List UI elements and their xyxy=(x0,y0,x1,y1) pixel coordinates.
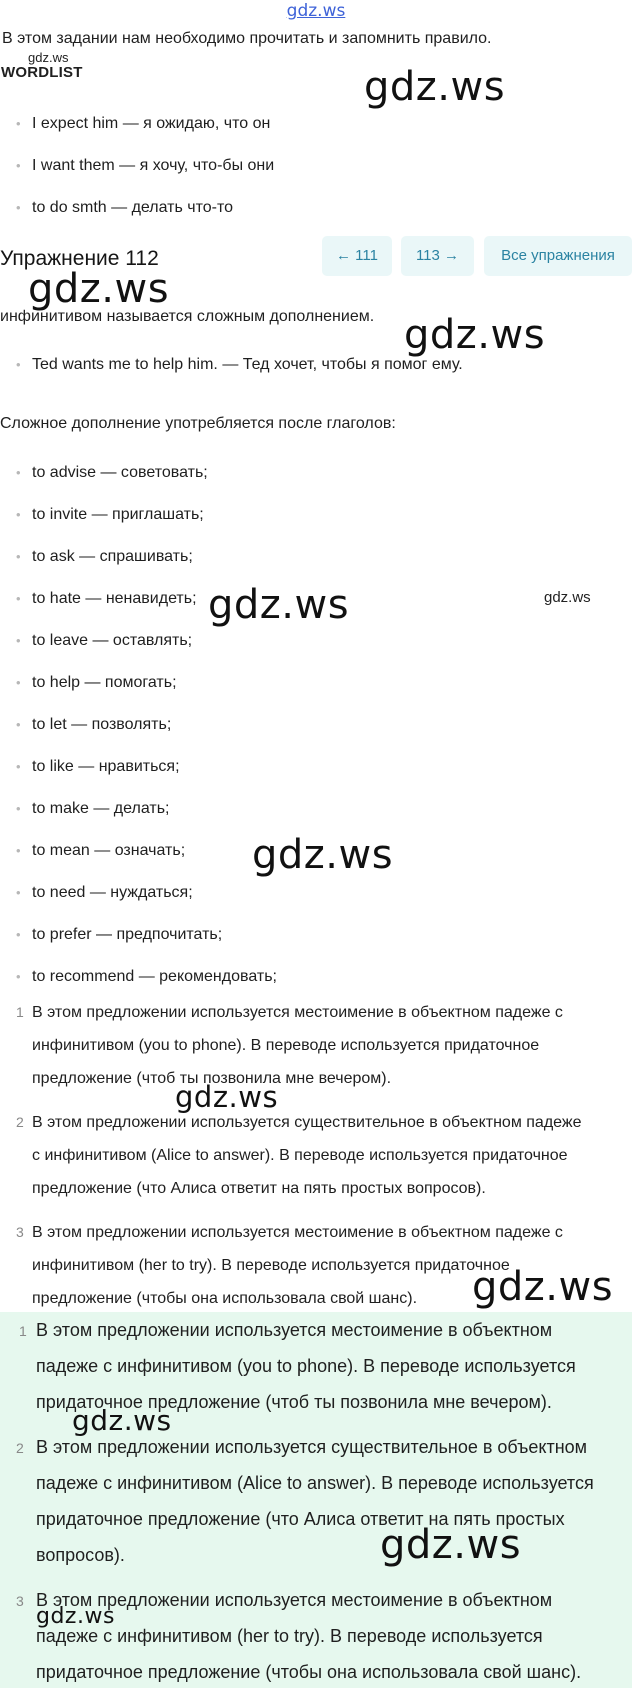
next-label: 113 xyxy=(415,247,440,264)
list-item: • to prefer — предпочитать; xyxy=(32,926,222,944)
answer-paragraph: В этом предложении используется местоимение в объектном падеже с инфинитивом (you to phone). В переводе используется придаточное предложение (чтоб ты позвонила мне вечером). xyxy=(36,1320,576,1412)
answer-number: 2 xyxy=(16,1440,24,1456)
list-item: • to mean — означать; xyxy=(32,842,185,860)
list-item: • to make — делать; xyxy=(32,800,170,818)
answer-number: 3 xyxy=(16,1224,24,1240)
all-exercises-label: Все упражнения xyxy=(501,247,615,264)
list-item: • to let — позволять; xyxy=(32,716,171,734)
watermark: gdz.ws xyxy=(404,312,546,358)
all-exercises-button[interactable] xyxy=(484,236,632,276)
answer-number: 2 xyxy=(16,1114,24,1130)
small-watermark: gdz.ws xyxy=(28,50,69,65)
arrow-right-icon: → xyxy=(444,247,460,264)
next-exercise-button[interactable] xyxy=(401,236,474,276)
watermark: gdz.ws xyxy=(28,266,170,312)
answer-number: 1 xyxy=(19,1323,27,1339)
list-item: • to like — нравиться; xyxy=(32,758,180,776)
list-item: • I expect him — я ожидаю, что он xyxy=(32,115,270,133)
prev-label: 111 xyxy=(355,247,378,264)
answer-paragraph: В этом предложении используется существительное в объектном падеже с инфинитивом (Alice to answer). В переводе используется придаточное предложение (что Алиса ответит на пять простых вопросов). xyxy=(32,1114,582,1197)
watermark: gdz.ws xyxy=(380,1522,522,1568)
small-watermark: gdz.ws xyxy=(544,589,591,606)
list-item: • to do smth — делать что-то xyxy=(32,199,233,217)
list-item: • to need — нуждаться; xyxy=(32,884,193,902)
list-item: • I want them — я хочу, что-бы они xyxy=(32,157,274,175)
verbs-intro: Сложное дополнение употребляется после глаголов: xyxy=(0,415,396,432)
list-item: • to hate — ненавидеть; xyxy=(32,590,197,608)
site-link[interactable]: gdz.ws xyxy=(286,1,346,21)
example-item: • Ted wants me to help him. — Тед хочет, чтобы я помог ему. xyxy=(32,356,463,374)
watermark: gdz.ws xyxy=(36,1604,115,1629)
intro-text: В этом задании нам необходимо прочитать и запомнить правило. xyxy=(2,30,492,47)
answer-paragraph: В этом предложении используется местоимение в объектном падеже с инфинитивом (her to try). В переводе используется придаточное предложение (чтобы она использовала свой шанс). xyxy=(36,1590,582,1682)
answer-number: 3 xyxy=(16,1593,24,1609)
list-item: • to ask — спрашивать; xyxy=(32,548,193,566)
answer-paragraph: В этом предложении используется местоимение в объектном падеже с инфинитивом (her to try). В переводе используется придаточное предложение (чтобы она использовала свой шанс). xyxy=(32,1224,563,1307)
prev-exercise-button[interactable] xyxy=(322,236,392,276)
watermark: gdz.ws xyxy=(175,1080,279,1114)
exercise-title: Упражнение 112 xyxy=(0,247,159,270)
arrow-left-icon: ← xyxy=(336,247,351,264)
answer-number: 1 xyxy=(16,1004,24,1020)
rule-text: инфинитивом называется сложным дополнением. xyxy=(0,308,375,325)
list-item: • to leave — оставлять; xyxy=(32,632,192,650)
watermark: gdz.ws xyxy=(364,64,506,110)
watermark: gdz.ws xyxy=(72,1404,172,1437)
watermark: gdz.ws xyxy=(252,832,394,878)
list-item: • to invite — приглашать; xyxy=(32,506,204,524)
answer-paragraph: В этом предложении используется существительное в объектном падеже с инфинитивом (Alice to answer). В переводе используется придаточное предложение (что Алиса ответит на пять простых вопросов). xyxy=(36,1437,594,1565)
watermark: gdz.ws xyxy=(472,1264,614,1310)
list-item: • to help — помогать; xyxy=(32,674,177,692)
answer-paragraph: В этом предложении используется местоимение в объектном падеже с инфинитивом (you to phone). В переводе используется придаточное предложение (чтоб ты позвонила мне вечером). xyxy=(32,1004,563,1087)
list-item: • to advise — советовать; xyxy=(32,464,208,482)
list-item: • to recommend — рекомендовать; xyxy=(32,968,277,986)
wordlist-heading: WORDLIST xyxy=(1,64,83,81)
watermark: gdz.ws xyxy=(208,582,350,628)
